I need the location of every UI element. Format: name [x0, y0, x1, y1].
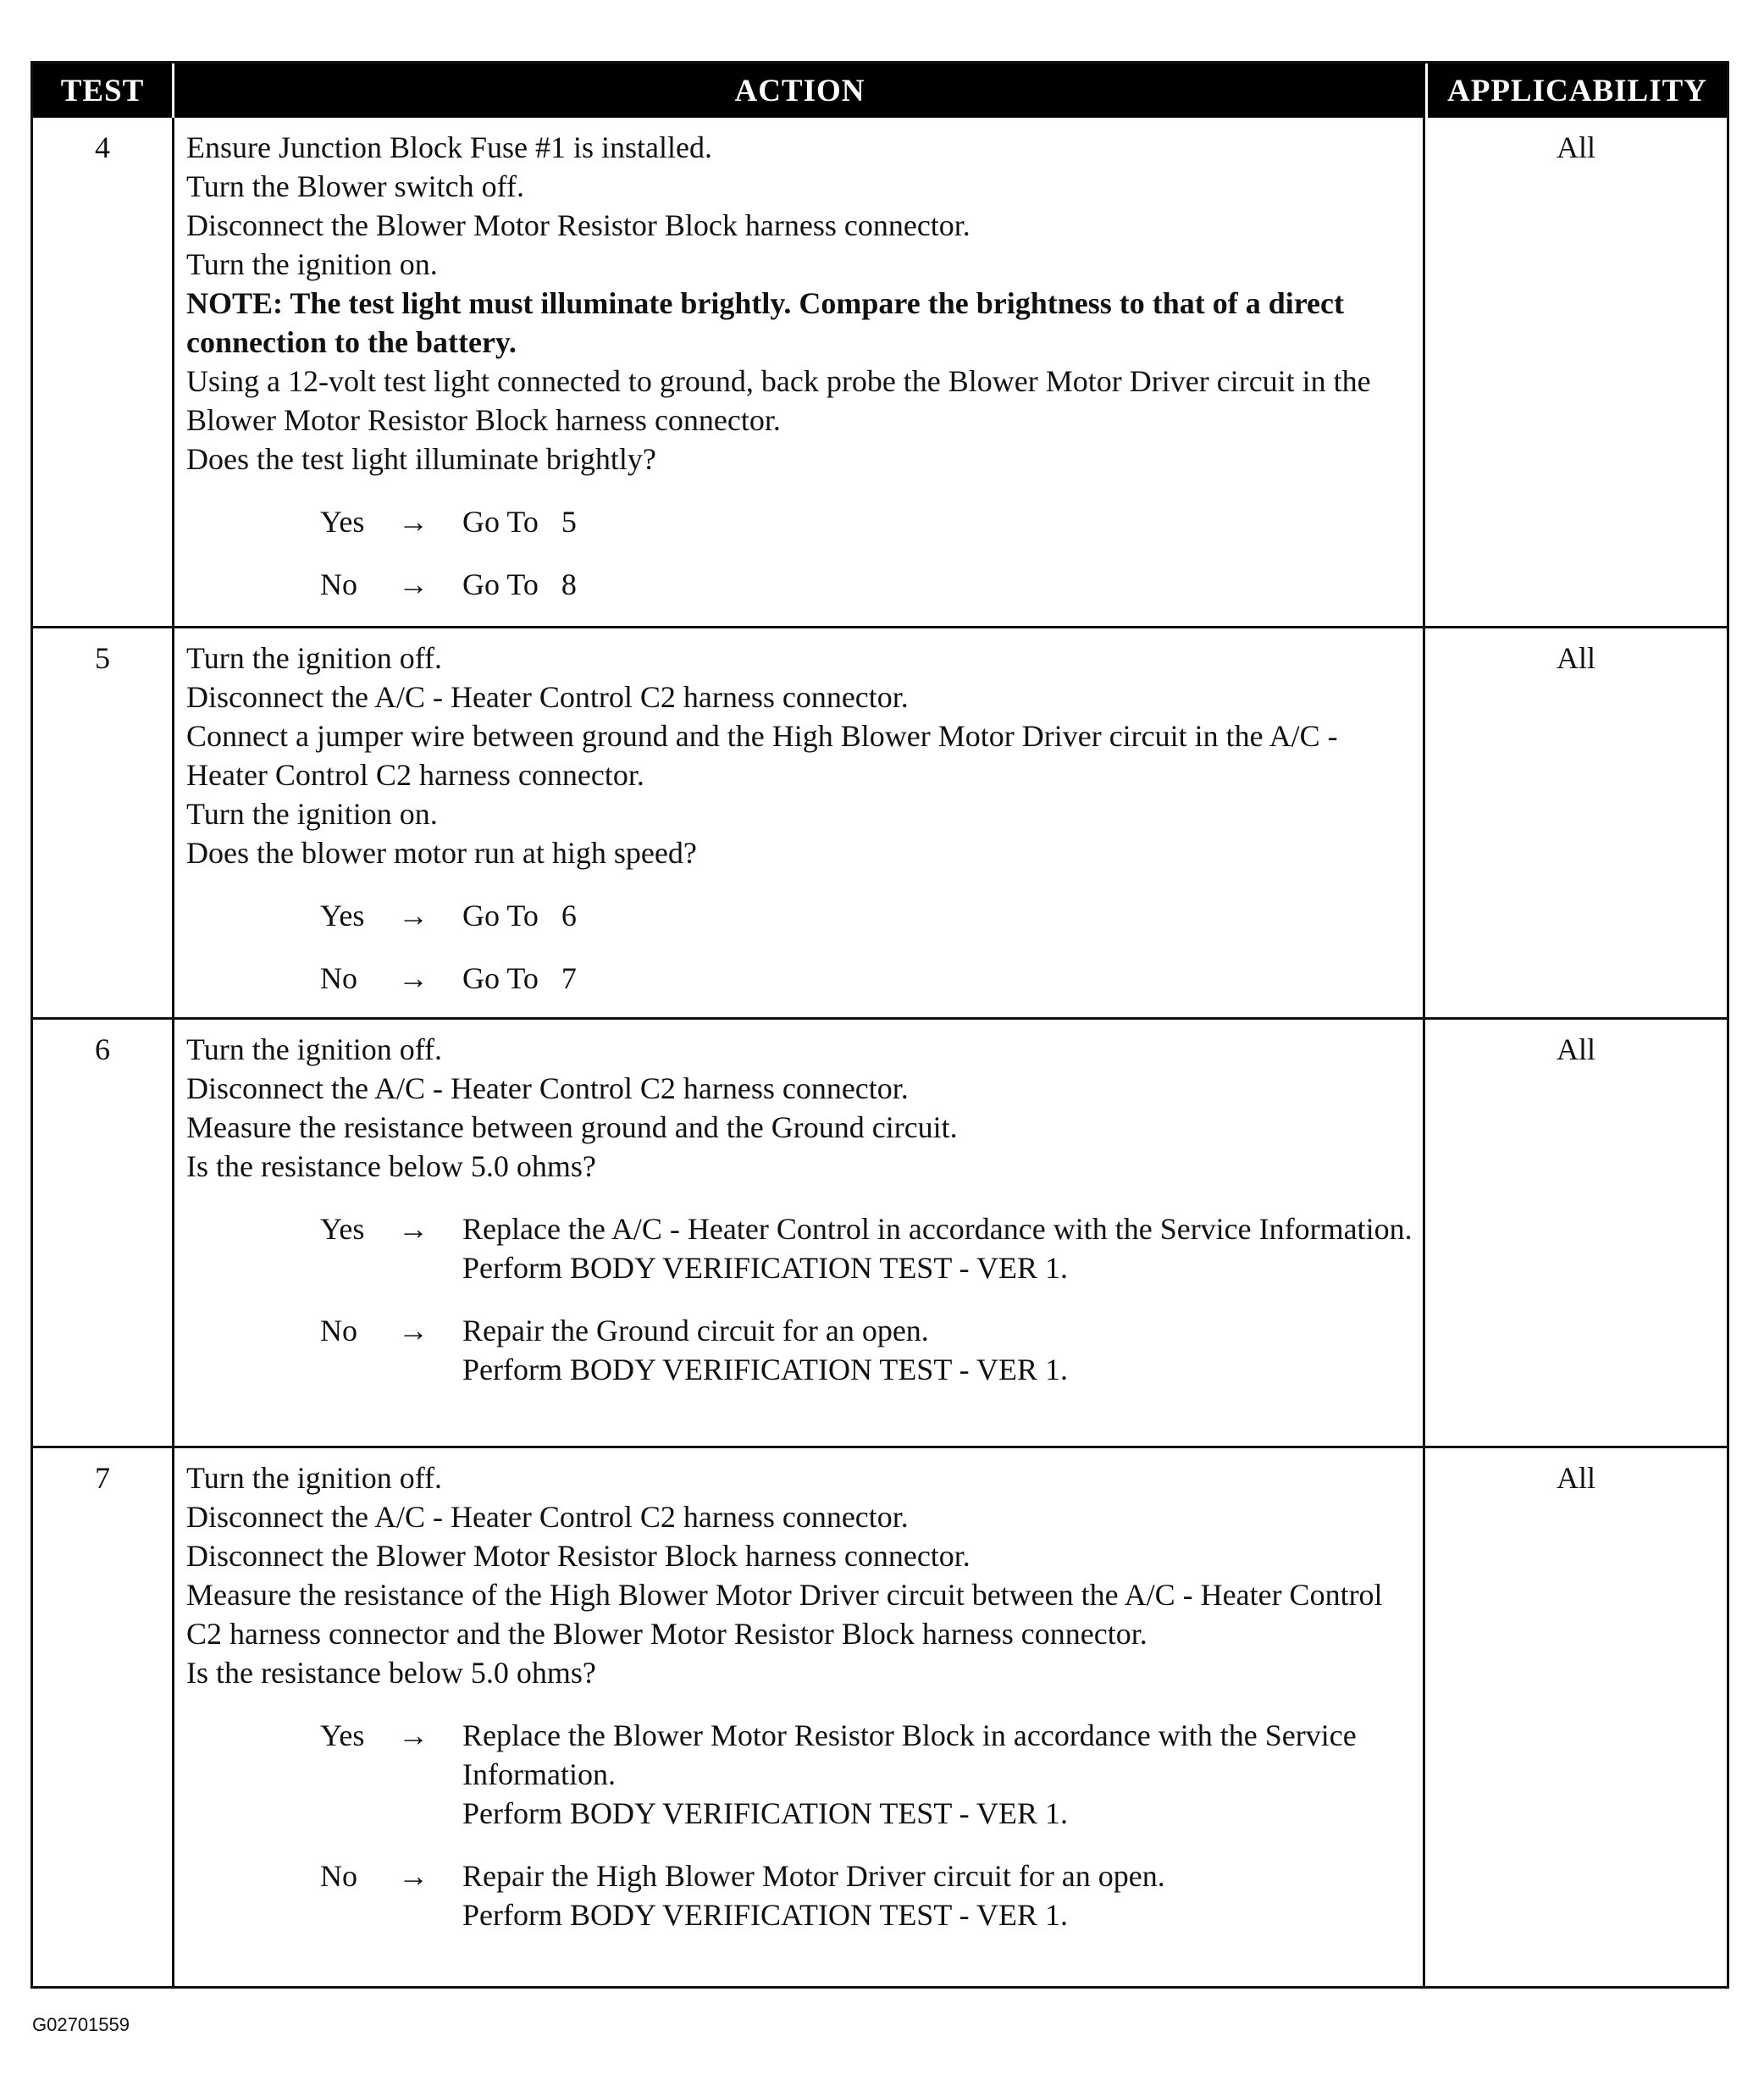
outcome-yes: [186, 1209, 1413, 1287]
header-applicability: APPLICABILITY: [1425, 64, 1727, 118]
outcomes: [186, 1209, 1413, 1389]
answer-label: Yes: [320, 505, 365, 539]
action-line: Using a 12-volt test light connected to ground, back probe the Blower Motor Driver circuit in the Blower Motor Resistor Block harness connector.: [186, 364, 1371, 437]
goto-text: Go To 7: [462, 961, 577, 995]
result-text: [462, 1716, 1413, 1833]
result-line: Replace the A/C - Heater Control in accordance with the Service Information.: [462, 1212, 1413, 1246]
action-line: Disconnect the Blower Motor Resistor Block harness connector.: [186, 208, 970, 242]
arrow-icon: →: [398, 1212, 429, 1246]
goto-text: Go To 6: [462, 899, 577, 932]
result-line: Replace the Blower Motor Resistor Block in accordance with the Service Information.: [462, 1718, 1357, 1791]
action-line: Turn the Blower switch off.: [186, 169, 524, 203]
verification-line: Perform BODY VERIFICATION TEST - VER 1.: [462, 1898, 1069, 1932]
arrow-icon: →: [398, 505, 429, 539]
action-line: Disconnect the A/C - Heater Control C2 harness connector.: [186, 680, 909, 714]
action-line: Turn the ignition off.: [186, 1461, 443, 1495]
answer-label: No: [320, 1314, 357, 1347]
table-header: [33, 64, 1727, 118]
outcome-no: [186, 1856, 1413, 1934]
action-cell: [172, 118, 1425, 626]
result-text: [462, 1209, 1413, 1287]
outcome-no: [186, 1311, 1413, 1389]
arrow-icon: →: [398, 567, 429, 601]
test-number: 5: [95, 641, 110, 675]
action-line: Turn the ignition on.: [186, 247, 438, 281]
test-number: 6: [95, 1032, 110, 1066]
applicability-cell: All: [1556, 130, 1595, 164]
answer-label: Yes: [320, 1212, 365, 1246]
test-number: 4: [95, 130, 110, 164]
table-row: [33, 626, 1727, 1017]
action-line: Does the blower motor run at high speed?: [186, 836, 697, 870]
outcome-yes: [186, 896, 1413, 935]
action-cell: [172, 628, 1425, 1017]
outcome-yes: [186, 1716, 1413, 1833]
action-cell: [172, 1020, 1425, 1446]
goto-text: Go To 8: [462, 567, 577, 601]
applicability-cell: All: [1556, 1461, 1595, 1495]
action-line: Ensure Junction Block Fuse #1 is installed.: [186, 130, 712, 164]
arrow-icon: →: [398, 1718, 429, 1752]
table-row: [33, 118, 1727, 626]
result-text: [462, 1311, 1413, 1389]
note-text: NOTE: The test light must illuminate brightly. Compare the brightness to that of a direct connection to the battery.: [186, 286, 1344, 359]
goto-text: Go To 5: [462, 505, 577, 539]
outcomes: [186, 1716, 1413, 1934]
action-line: Disconnect the A/C - Heater Control C2 harness connector.: [186, 1071, 909, 1105]
action-line: Does the test light illuminate brightly?: [186, 442, 656, 476]
applicability-cell: All: [1556, 641, 1595, 675]
action-line: Connect a jumper wire between ground and the High Blower Motor Driver circuit in the A/C - Heater Control C2 harness connector.: [186, 719, 1338, 792]
applicability-cell: All: [1556, 1032, 1595, 1066]
result-line: Repair the Ground circuit for an open.: [462, 1314, 929, 1347]
answer-label: Yes: [320, 899, 365, 932]
verification-line: Perform BODY VERIFICATION TEST - VER 1.: [462, 1796, 1069, 1830]
outcomes: [186, 502, 1413, 604]
action-cell: [172, 1448, 1425, 1986]
verification-line: Perform BODY VERIFICATION TEST - VER 1.: [462, 1353, 1069, 1386]
table-row: [33, 1017, 1727, 1446]
outcome-no: [186, 565, 1413, 604]
arrow-icon: →: [398, 1314, 429, 1347]
test-number: 7: [95, 1461, 110, 1495]
arrow-icon: →: [398, 1859, 429, 1893]
answer-label: Yes: [320, 1718, 365, 1752]
outcome-no: [186, 959, 1413, 998]
action-line: Disconnect the A/C - Heater Control C2 harness connector.: [186, 1500, 909, 1534]
action-line: Is the resistance below 5.0 ohms?: [186, 1149, 596, 1183]
answer-label: No: [320, 567, 357, 601]
outcome-yes: [186, 502, 1413, 541]
action-line: Is the resistance below 5.0 ohms?: [186, 1656, 596, 1690]
result-text: [462, 1856, 1413, 1934]
arrow-icon: →: [398, 899, 429, 932]
figure-id: G02701559: [32, 2014, 130, 2035]
action-line: Measure the resistance of the High Blower Motor Driver circuit between the A/C - Heater Control C2 harness connector and the Blower Motor Resistor Block harness connector.: [186, 1578, 1383, 1651]
answer-label: No: [320, 1859, 357, 1893]
action-line: Turn the ignition off.: [186, 1032, 443, 1066]
header-test: TEST: [60, 73, 145, 108]
header-action: ACTION: [172, 64, 1425, 118]
diagnostic-test-table: [30, 61, 1729, 1989]
answer-label: No: [320, 961, 357, 995]
table-row: [33, 1446, 1727, 1986]
action-line: Disconnect the Blower Motor Resistor Block harness connector.: [186, 1539, 970, 1573]
action-line: Turn the ignition on.: [186, 797, 438, 831]
action-line: Turn the ignition off.: [186, 641, 443, 675]
outcomes: [186, 896, 1413, 998]
arrow-icon: →: [398, 961, 429, 995]
result-line: Repair the High Blower Motor Driver circuit for an open.: [462, 1859, 1165, 1893]
action-line: Measure the resistance between ground and the Ground circuit.: [186, 1110, 958, 1144]
verification-line: Perform BODY VERIFICATION TEST - VER 1.: [462, 1251, 1069, 1285]
